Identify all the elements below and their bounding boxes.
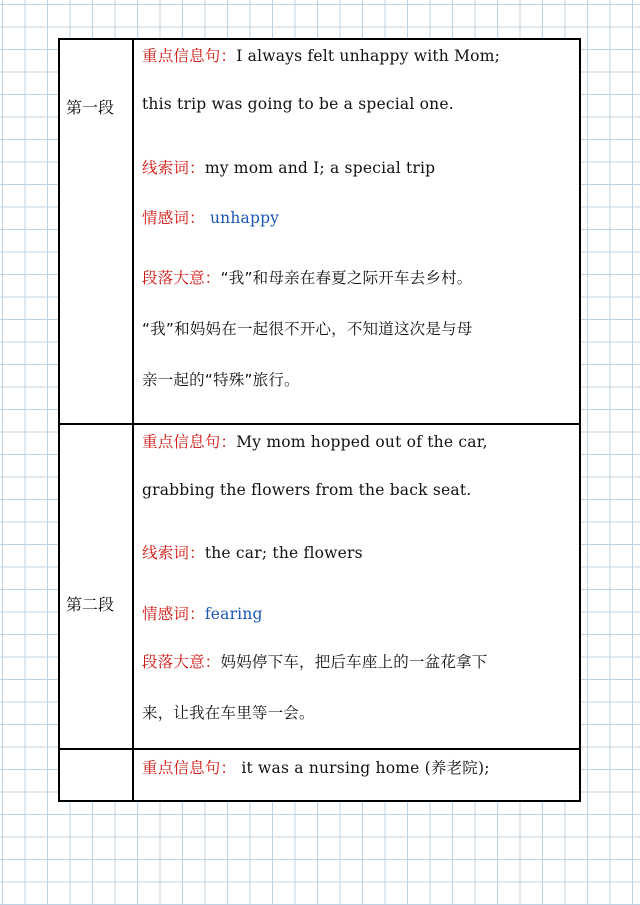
key-sentence-line — [142, 756, 575, 778]
summary-text-cont: 亲一起的“特殊”旅行。 — [142, 371, 300, 389]
summary-continuation — [142, 701, 575, 723]
key-sentence-text-cont: grabbing the flowers from the back seat. — [142, 481, 472, 499]
emotion-word-label: 情感词： — [142, 209, 205, 227]
row-label-cell — [60, 40, 134, 423]
summary-line — [142, 650, 575, 672]
summary-label: 段落大意： — [142, 269, 221, 287]
row-content-cell — [134, 425, 579, 748]
table-row-paragraph-1 — [60, 40, 579, 425]
key-sentence-text-cont: this trip was going to be a special one. — [142, 95, 454, 113]
table-row-paragraph-2 — [60, 425, 579, 750]
key-sentence-text: it was a nursing home (养老院); — [241, 759, 490, 777]
emotion-word-line — [142, 602, 575, 624]
summary-continuation — [142, 317, 575, 339]
row-label-cell — [60, 425, 134, 748]
emotion-word-label: 情感词： — [142, 605, 205, 623]
summary-text: 妈妈停下车，把后车座上的一盆花拿下 — [220, 653, 488, 671]
clue-words-line — [142, 541, 575, 563]
summary-text-cont: 来，让我在车里等一会。 — [142, 704, 315, 722]
key-sentence-text: My mom hopped out of the car, — [236, 433, 488, 451]
emotion-word-text: fearing — [204, 605, 263, 623]
summary-text-cont: “我”和妈妈在一起很不开心，不知道这次是与母 — [142, 320, 473, 338]
summary-continuation — [142, 368, 575, 390]
emotion-word-line — [142, 206, 575, 228]
row-content-cell — [134, 40, 579, 423]
clue-words-label: 线索词： — [142, 159, 205, 177]
clue-words-label: 线索词： — [142, 544, 205, 562]
key-sentence-label: 重点信息句： — [142, 759, 237, 777]
key-sentence-continuation — [142, 481, 575, 499]
emotion-word-text: unhappy — [209, 209, 280, 227]
clue-words-text: my mom and I; a special trip — [204, 159, 436, 177]
summary-line — [142, 266, 575, 288]
key-sentence-label: 重点信息句： — [142, 433, 237, 451]
clue-words-text: the car; the flowers — [204, 544, 363, 562]
summary-label: 段落大意： — [142, 653, 221, 671]
key-sentence-continuation — [142, 95, 575, 113]
key-sentence-text: I always felt unhappy with Mom; — [236, 47, 501, 65]
key-sentence-label: 重点信息句： — [142, 47, 237, 65]
summary-text: “我”和母亲在春夏之际开车去乡村。 — [220, 269, 473, 287]
row-content-cell — [134, 750, 579, 802]
row-label-cell — [60, 750, 134, 802]
key-sentence-line — [142, 430, 575, 452]
paragraph-label: 第二段 — [66, 595, 115, 614]
table-row-paragraph-3 — [60, 750, 579, 802]
paragraph-analysis-table — [58, 38, 581, 802]
paragraph-label: 第一段 — [66, 98, 115, 117]
key-sentence-line — [142, 44, 575, 66]
clue-words-line — [142, 156, 575, 178]
